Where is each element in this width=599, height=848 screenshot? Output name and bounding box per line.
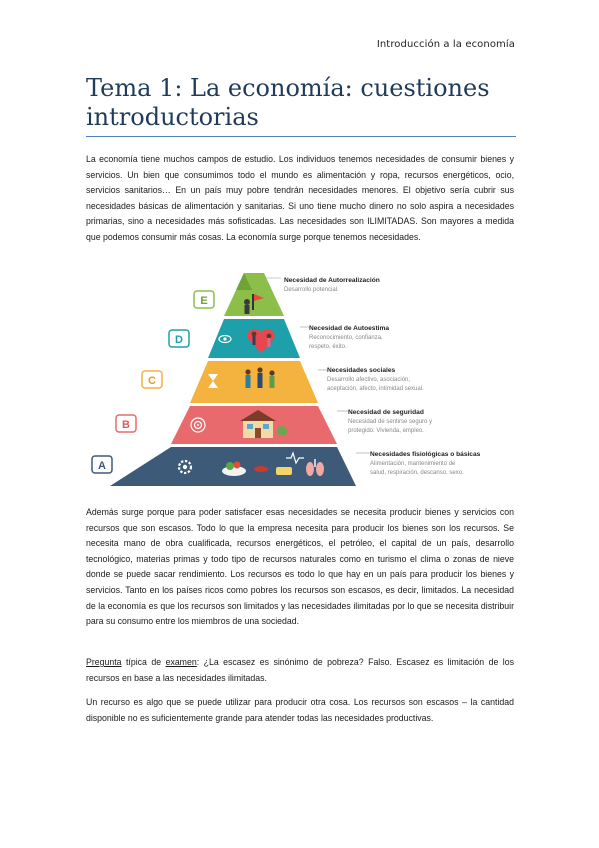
- level-a-title: Necesidades fisiológicas o básicas: [370, 451, 481, 458]
- exam-question-mid: típica de: [121, 657, 166, 667]
- level-d-letter: D: [175, 334, 183, 346]
- page-title: Tema 1: La economía: cuestiones introductorias: [86, 74, 490, 131]
- paragraph-resources: Además surge porque para poder satisfacer esas necesidades se necesita producir bienes y servicios con recursos que son escasos. Todo lo que la empresa necesita para producir los bienes son los recursos. Se necesita mano de obra cualificada, recursos energéticos, el petróleo, el capital de un país, desarrollo tecnológico, materias primas y todo tipo de recursos naturales como en turismo el clima o zonas de nieve donde se puede sacar rendimiento. Los recursos es todo lo que hay en un país para producir los bienes y servicios. Tanto en los países ricos como pobres los recursos son escasos, es decir, limitados. La necesidad de la economía es que los recursos son limitados y las necesidades ilimitadas por lo que se necesita distribuir para su consumo entre los miembros de una sociedad.: [86, 507, 514, 627]
- examen-word: examen: [165, 657, 197, 667]
- level-d-desc-1: Reconocimiento, confianza,: [309, 335, 383, 341]
- title-underline: [86, 136, 516, 137]
- level-c-letter: C: [148, 375, 156, 387]
- level-b-letter: B: [122, 419, 130, 431]
- level-c-desc-1: Desarrollo afectivo, asociación,: [327, 377, 411, 383]
- level-e-letter: E: [200, 295, 208, 307]
- level-e-title: Necesidad de Autorrealización: [284, 277, 380, 284]
- level-d-title: Necesidad de Autoestima: [309, 325, 390, 332]
- paragraph-intro: La economía tiene muchos campos de estudio. Los individuos tenemos necesidades de consumir bienes y servicios. Un bien que consumimos todo el mundo es alimentación y ropa, recursos energéticos, ocio, servicios sanitarios… En un país muy pobre tendrán necesidades menores. El objetivo sería cubrir sus necesidades básicas de alimentación y sanitarias. Si uno tiene mucho dinero no solo aspira a necesidades primarias, sino a necesidades más sofisticadas. Las necesidades son ILIMITADAS. Son mayores a medida que podemos consumir más cosas. La economía surge porque tenemos necesidades.: [86, 154, 514, 242]
- level-e-desc: Desarrollo potencial.: [284, 287, 339, 293]
- pyramid-svg: [86, 270, 516, 495]
- pyramid-level-c: [142, 361, 424, 403]
- pyramid-level-d: [169, 319, 389, 358]
- exam-question-rest: : ¿La escasez es sinónimo de pobreza? Falso. Escasez es limitación de los recursos en base a las necesidades ilimitadas.: [86, 657, 514, 683]
- pyramid-level-b: [116, 406, 432, 444]
- level-b-title: Necesidad de seguridad: [348, 409, 424, 416]
- level-a-letter: A: [98, 460, 106, 472]
- running-header: Introducción a la economía: [376, 39, 515, 50]
- level-c-title: Necesidades sociales: [327, 367, 396, 374]
- level-b-desc-2: protegido: Vivienda, empleo.: [348, 428, 424, 434]
- pyramid-level-a: [92, 447, 481, 486]
- maslow-pyramid-figure: [86, 270, 516, 495]
- level-a-desc-1: Alimentación, mantenimiento de: [370, 461, 456, 467]
- level-d-desc-2: respeto, éxito.: [309, 344, 347, 350]
- paragraph-exam-question: [86, 655, 514, 686]
- level-c-desc-2: aceptación, afecto, intimidad sexual.: [327, 386, 424, 392]
- paragraph-resource-definition: Un recurso es algo que se puede utilizar para producir otra cosa. Los recursos son escasos – la cantidad disponible no es suficientemente grande para atender todas las necesidades productivas.: [86, 697, 514, 723]
- pyramid-level-e: [194, 273, 380, 316]
- level-c-band: [190, 361, 318, 403]
- level-a-desc-2: salud, respiración, descanso, sexo.: [370, 470, 464, 476]
- pregunta-word: Pregunta: [86, 657, 122, 667]
- level-b-desc-1: Necesidad de sentirse seguro y: [348, 419, 433, 425]
